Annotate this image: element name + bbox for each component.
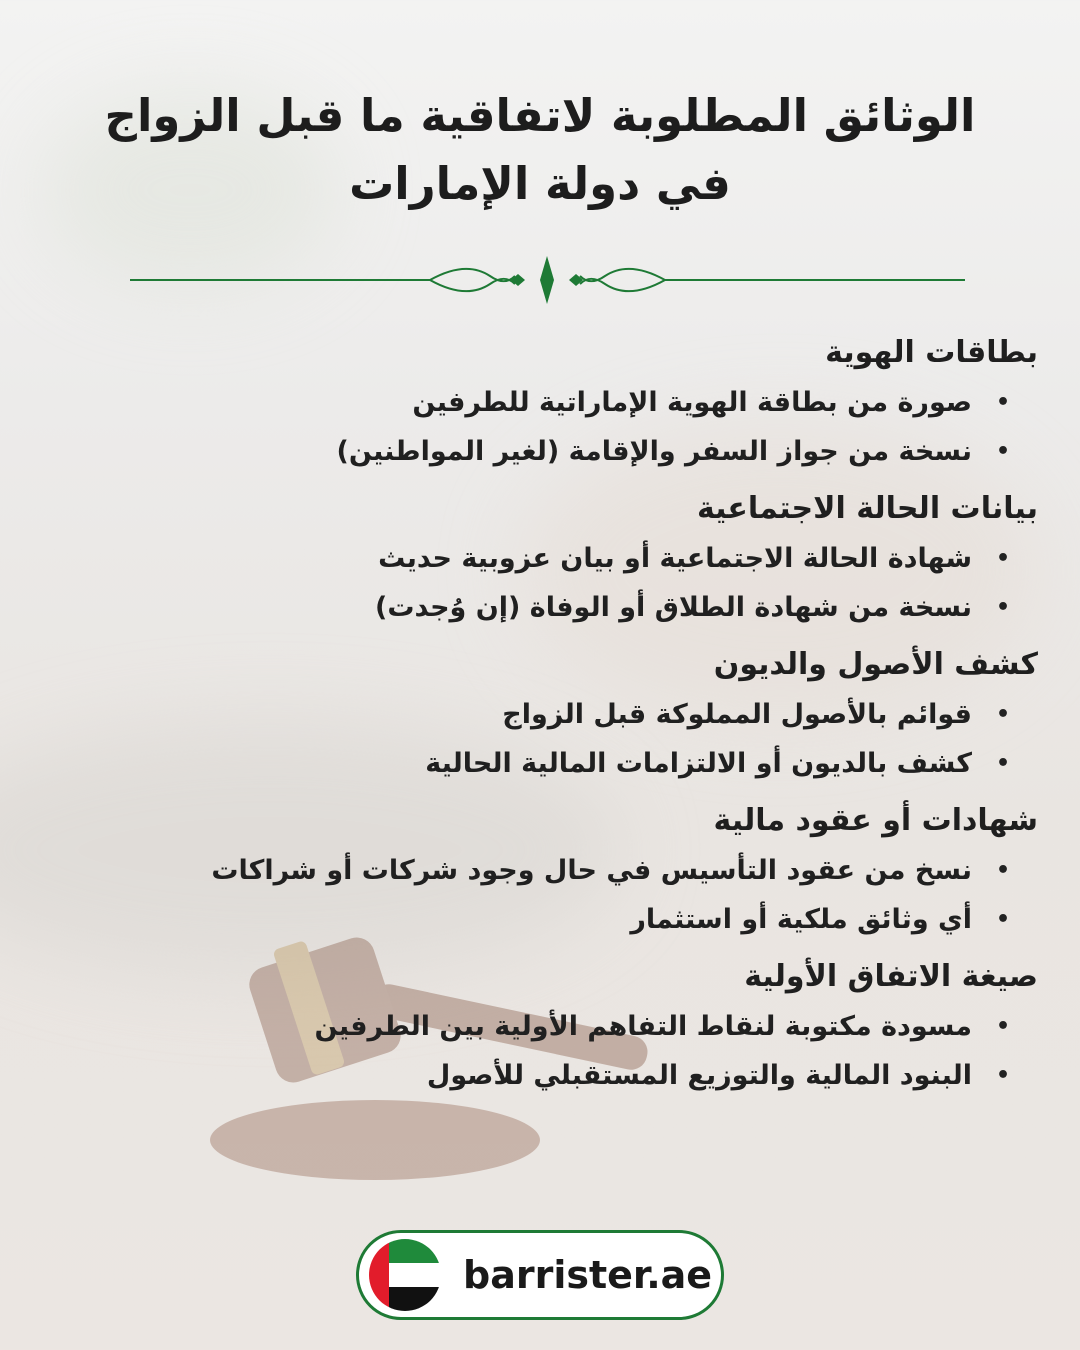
list-item: • أي وثائق ملكية أو استثمار xyxy=(38,895,972,944)
list-item: • شهادة الحالة الاجتماعية أو بيان عزوبية حديث xyxy=(38,534,972,583)
section-title: بطاقات الهوية xyxy=(825,335,1038,370)
section-assets-debts xyxy=(38,640,1038,788)
section-items xyxy=(38,534,1038,632)
ornamental-divider xyxy=(130,252,965,308)
section-title: كشف الأصول والديون xyxy=(713,647,1038,682)
divider-center-diamond xyxy=(540,256,554,304)
section-initial-agreement xyxy=(38,952,1038,1100)
uae-flag-icon xyxy=(369,1239,441,1311)
section-marital-status xyxy=(38,484,1038,632)
list-item: • كشف بالديون أو الالتزامات المالية الحالية xyxy=(38,739,972,788)
list-item: • نسخة من شهادة الطلاق أو الوفاة (إن وُجدت) xyxy=(38,583,972,632)
title-line-2: في دولة الإمارات xyxy=(349,157,731,210)
section-identity-cards xyxy=(38,328,1038,476)
website-badge[interactable] xyxy=(356,1230,724,1320)
documents-list xyxy=(38,328,1038,1108)
badge-content xyxy=(369,1239,712,1311)
section-items xyxy=(38,846,1038,944)
page-title xyxy=(60,82,1020,218)
list-item: • البنود المالية والتوزيع المستقبلي للأصول xyxy=(38,1051,972,1100)
section-title: صيغة الاتفاق الأولية xyxy=(744,959,1038,994)
list-item: • نسخ من عقود التأسيس في حال وجود شركات أو شراكات xyxy=(38,846,972,895)
section-items xyxy=(38,1002,1038,1100)
section-title: بيانات الحالة الاجتماعية xyxy=(696,491,1038,526)
list-item: • قوائم بالأصول المملوكة قبل الزواج xyxy=(38,690,972,739)
website-link[interactable]: barrister.ae xyxy=(463,1253,713,1297)
title-line-1: الوثائق المطلوبة لاتفاقية ما قبل الزواج xyxy=(104,89,976,142)
section-items xyxy=(38,378,1038,476)
section-title: شهادات أو عقود مالية xyxy=(713,803,1038,838)
section-financial-contracts xyxy=(38,796,1038,944)
list-item: • صورة من بطاقة الهوية الإماراتية للطرفين xyxy=(38,378,972,427)
list-item: • مسودة مكتوبة لنقاط التفاهم الأولية بين الطرفين xyxy=(38,1002,972,1051)
list-item: • نسخة من جواز السفر والإقامة (لغير المواطنين) xyxy=(38,427,972,476)
divider-small-diamond-left xyxy=(511,274,525,286)
section-items xyxy=(38,690,1038,788)
